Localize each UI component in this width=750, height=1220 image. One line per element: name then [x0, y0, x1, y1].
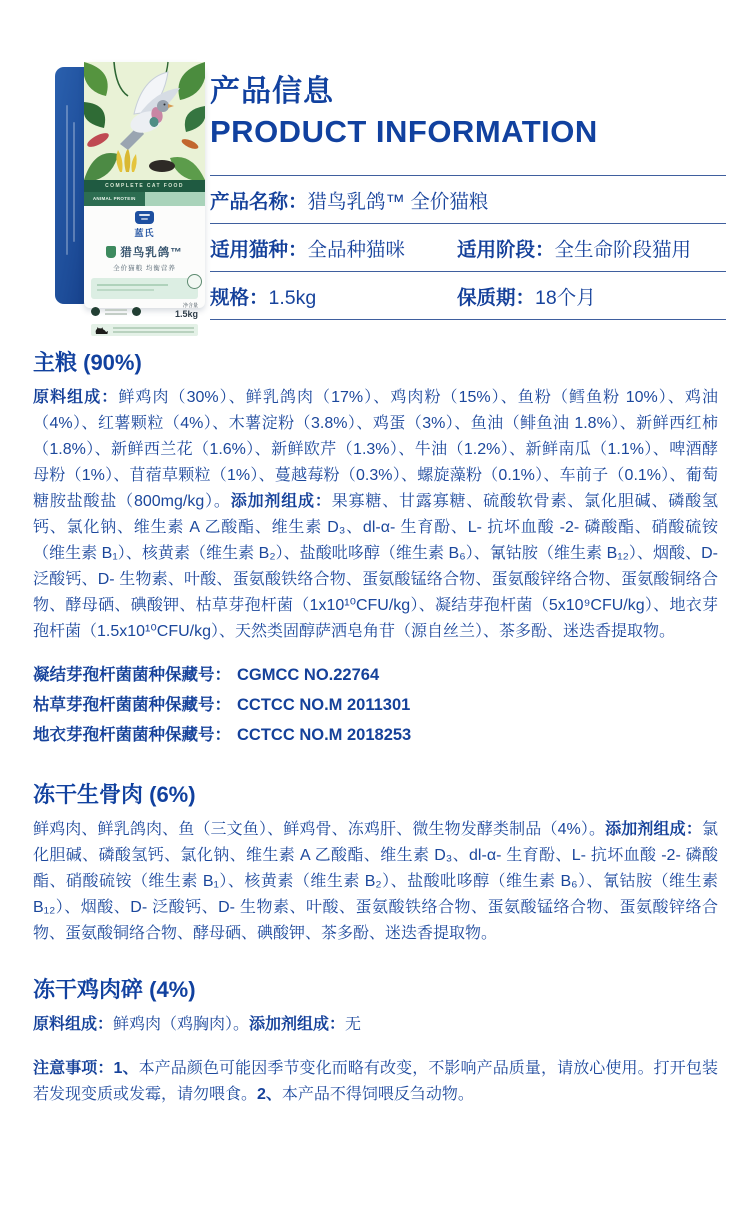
- bag-side-gusset: [55, 67, 86, 304]
- feature-icon-2: [132, 307, 141, 316]
- cat-breed-value: 全品种猫咪: [307, 239, 406, 261]
- freeze-dried-badge-icon: [106, 246, 116, 258]
- product-name-label: 产品名称：: [210, 191, 308, 213]
- cat-row-text: [113, 327, 194, 333]
- notice-label: 注意事项：: [33, 1060, 114, 1077]
- notice-item2-num: 2、: [257, 1086, 282, 1103]
- dark-bird-silhouette: [149, 160, 175, 172]
- main-food-heading: 主粮 (90%): [33, 350, 142, 375]
- bag-front-panel: [84, 62, 205, 319]
- freeze-dried-chicken-heading: 冻干鸡肉碎 (4%): [33, 977, 196, 1002]
- strain-row-subtilis: [33, 690, 718, 720]
- bag-tag-row: [84, 192, 205, 206]
- strain-label: 枯草芽孢杆菌菌种保藏号：: [33, 696, 231, 714]
- header-section: [0, 0, 750, 322]
- notice-item1-text: 本产品颜色可能因季节变化而略有改变，不影响产品质量，请放心使用。打开包装若发现变质或发霉，请勿喂食。: [33, 1060, 718, 1103]
- brand-name: 蓝氏: [134, 228, 155, 238]
- freeze-dried-raw-heading: 冻干生骨肉 (6%): [33, 782, 196, 807]
- bag-band-text: COMPLETE CAT FOOD: [84, 180, 205, 192]
- bag-tag-secondary: [145, 192, 206, 206]
- strain-row-coagulans: [33, 660, 718, 690]
- chicken-additives-label: 添加剂组成：: [249, 1016, 346, 1033]
- raw-ingredients-text: 鲜鸡肉、鲜乳鸽肉、鱼（三文鱼）、鲜鸡骨、冻鸡肝、微生物发酵类制品（4%）。: [33, 821, 606, 838]
- notice-paragraph: [33, 1056, 718, 1108]
- raw-additives-text: 氯化胆碱、磷酸氢钙、氯化钠、维生素 A 乙酸酯、维生素 D₃、dl-α- 生育酚、L- 抗坏血酸 -2- 磷酸酯、硝酸硫铵（维生素 B₁）、核黄素（维生素 B₂）、盐酸吡哆醇（维生素 B₆）、氰钴胺（维生素 B₁₂）、烟酸、D- 泛酸钙、D- 生物素、叶酸、蛋氨酸铁络合物、蛋氨酸锰络合物、蛋氨酸锌络合物、蛋氨酸铜络合物、酵母硒、碘酸钾、茶多酚、迷迭香提取物。: [33, 821, 718, 942]
- bag-jungle-illustration: [84, 62, 205, 180]
- product-info-table: [210, 175, 726, 320]
- strain-row-licheniformis: [33, 720, 718, 750]
- strain-value: CCTCC NO.M 2018253: [237, 726, 412, 744]
- product-name-value: 猎鸟乳鸽™ 全价猫粮: [307, 191, 489, 213]
- strain-label: 凝结芽孢杆菌菌种保藏号：: [33, 666, 231, 684]
- ingredients-label: 原料组成：: [33, 389, 119, 406]
- chicken-ingredients-text: 鲜鸡肉（鸡胸肉）。: [113, 1016, 250, 1033]
- strain-value: CCTCC NO.M 2011301: [237, 696, 411, 714]
- bag-label-area: [84, 206, 205, 336]
- bag-tag-animal-protein: ANIMAL PROTEIN: [84, 192, 145, 206]
- additives-label: 添加剂组成：: [230, 493, 332, 510]
- bag-info-box: [91, 278, 198, 299]
- bag-subtitle: 全价猫粮 均衡营养: [113, 265, 176, 272]
- strain-value: CGMCC NO.22764: [237, 666, 380, 684]
- strain-label: 地衣芽孢杆菌菌种保藏号：: [33, 726, 231, 744]
- bag-feature-icons: [91, 304, 198, 319]
- raw-additives-label: 添加剂组成：: [605, 821, 702, 838]
- cat-breed-label: 适用猫种：: [210, 239, 308, 261]
- table-row-product-name: [210, 176, 726, 224]
- page-title-en: PRODUCT INFORMATION: [210, 114, 598, 149]
- strain-numbers: [33, 660, 718, 750]
- table-row-applicable: [210, 224, 726, 272]
- freeze-dried-raw-paragraph: [33, 817, 718, 947]
- bag-product-name: 猎鸟乳鸽™: [120, 247, 183, 259]
- shelf-life-value: 18个月: [535, 287, 596, 309]
- shelf-life-label: 保质期：: [457, 287, 536, 309]
- main-food-paragraph: [33, 385, 718, 645]
- chicken-ingredients-label: 原料组成：: [33, 1016, 114, 1033]
- freeze-dried-chicken-paragraph: [33, 1012, 718, 1038]
- table-row-spec: [210, 272, 726, 320]
- bag-cat-row: [91, 324, 198, 336]
- net-weight-label: 净含量: [182, 303, 198, 309]
- spec-value: 1.5kg: [268, 287, 317, 309]
- notice-item2-text: 本产品不得饲喂反刍动物。: [281, 1086, 474, 1103]
- section-freeze-dried-chicken: [33, 973, 718, 1038]
- life-stage-label: 适用阶段：: [457, 239, 555, 261]
- cat-silhouette-icon: [95, 326, 109, 334]
- bag-stamp-seal-icon: [187, 274, 202, 289]
- product-bag-image: [55, 62, 205, 319]
- life-stage-value: 全生命阶段猫用: [554, 239, 692, 261]
- brand-logo-shield-icon: [135, 211, 154, 224]
- page-title-cn: 产品信息: [210, 75, 334, 108]
- chicken-additives-text: 无: [345, 1016, 362, 1033]
- additives-text: 果寡糖、甘露寡糖、硫酸软骨素、氯化胆碱、磷酸氢钙、氯化钠、维生素 A 乙酸酯、维生素 D₃、dl-α- 生育酚、L- 抗坏血酸 -2- 磷酸酯、硝酸硫铵（维生素 B₁）、核黄素（维生素 B₂）、盐酸吡哆醇（维生素 B₆）、氰钴胺（维生素 B₁₂）、烟酸、D- 泛酸钙、D- 生物素、叶酸、蛋氨酸铁络合物、蛋氨酸锰络合物、蛋氨酸锌络合物、蛋氨酸铜络合物、酵母硒、碘酸钾、枯草芽孢杆菌（1x10¹⁰CFU/kg）、凝结芽孢杆菌（5x10⁹CFU/kg）、地衣芽孢杆菌（1.5x10¹⁰CFU/kg）、天然类固醇萨洒皂角苷（源自丝兰）、茶多酚、迷迭香提取物。: [33, 493, 718, 640]
- section-main-food: [33, 346, 718, 750]
- feature-icon-1: [91, 307, 100, 316]
- ingredients-text: 鲜鸡肉（30%）、鲜乳鸽肉（17%）、鸡肉粉（15%）、鱼粉（鳕鱼粉 10%）、鸡油（4%）、红薯颗粒（4%）、木薯淀粉（3.8%）、鸡蛋（3%）、鱼油（鲱鱼油 1.8%）、新鲜西红柿（1.8%）、新鲜西兰花（1.6%）、新鲜欧芹（1.3%）、牛油（1.2%）、新鲜南瓜（1.1%）、啤酒酵母粉（1%）、苜蓿草颗粒（1%）、蔓越莓粉（0.3%）、螺旋藻粉（0.1%）、车前子（0.1%）、葡萄糖胺盐酸盐（800mg/kg）。: [33, 389, 718, 510]
- main-content: [0, 346, 750, 1108]
- spec-label: 规格：: [210, 287, 269, 309]
- feature-text-1: [105, 309, 127, 315]
- net-weight-value: 1.5kg: [174, 308, 198, 319]
- section-freeze-dried-raw: [33, 778, 718, 947]
- notice-item1-num: 1、: [113, 1060, 139, 1077]
